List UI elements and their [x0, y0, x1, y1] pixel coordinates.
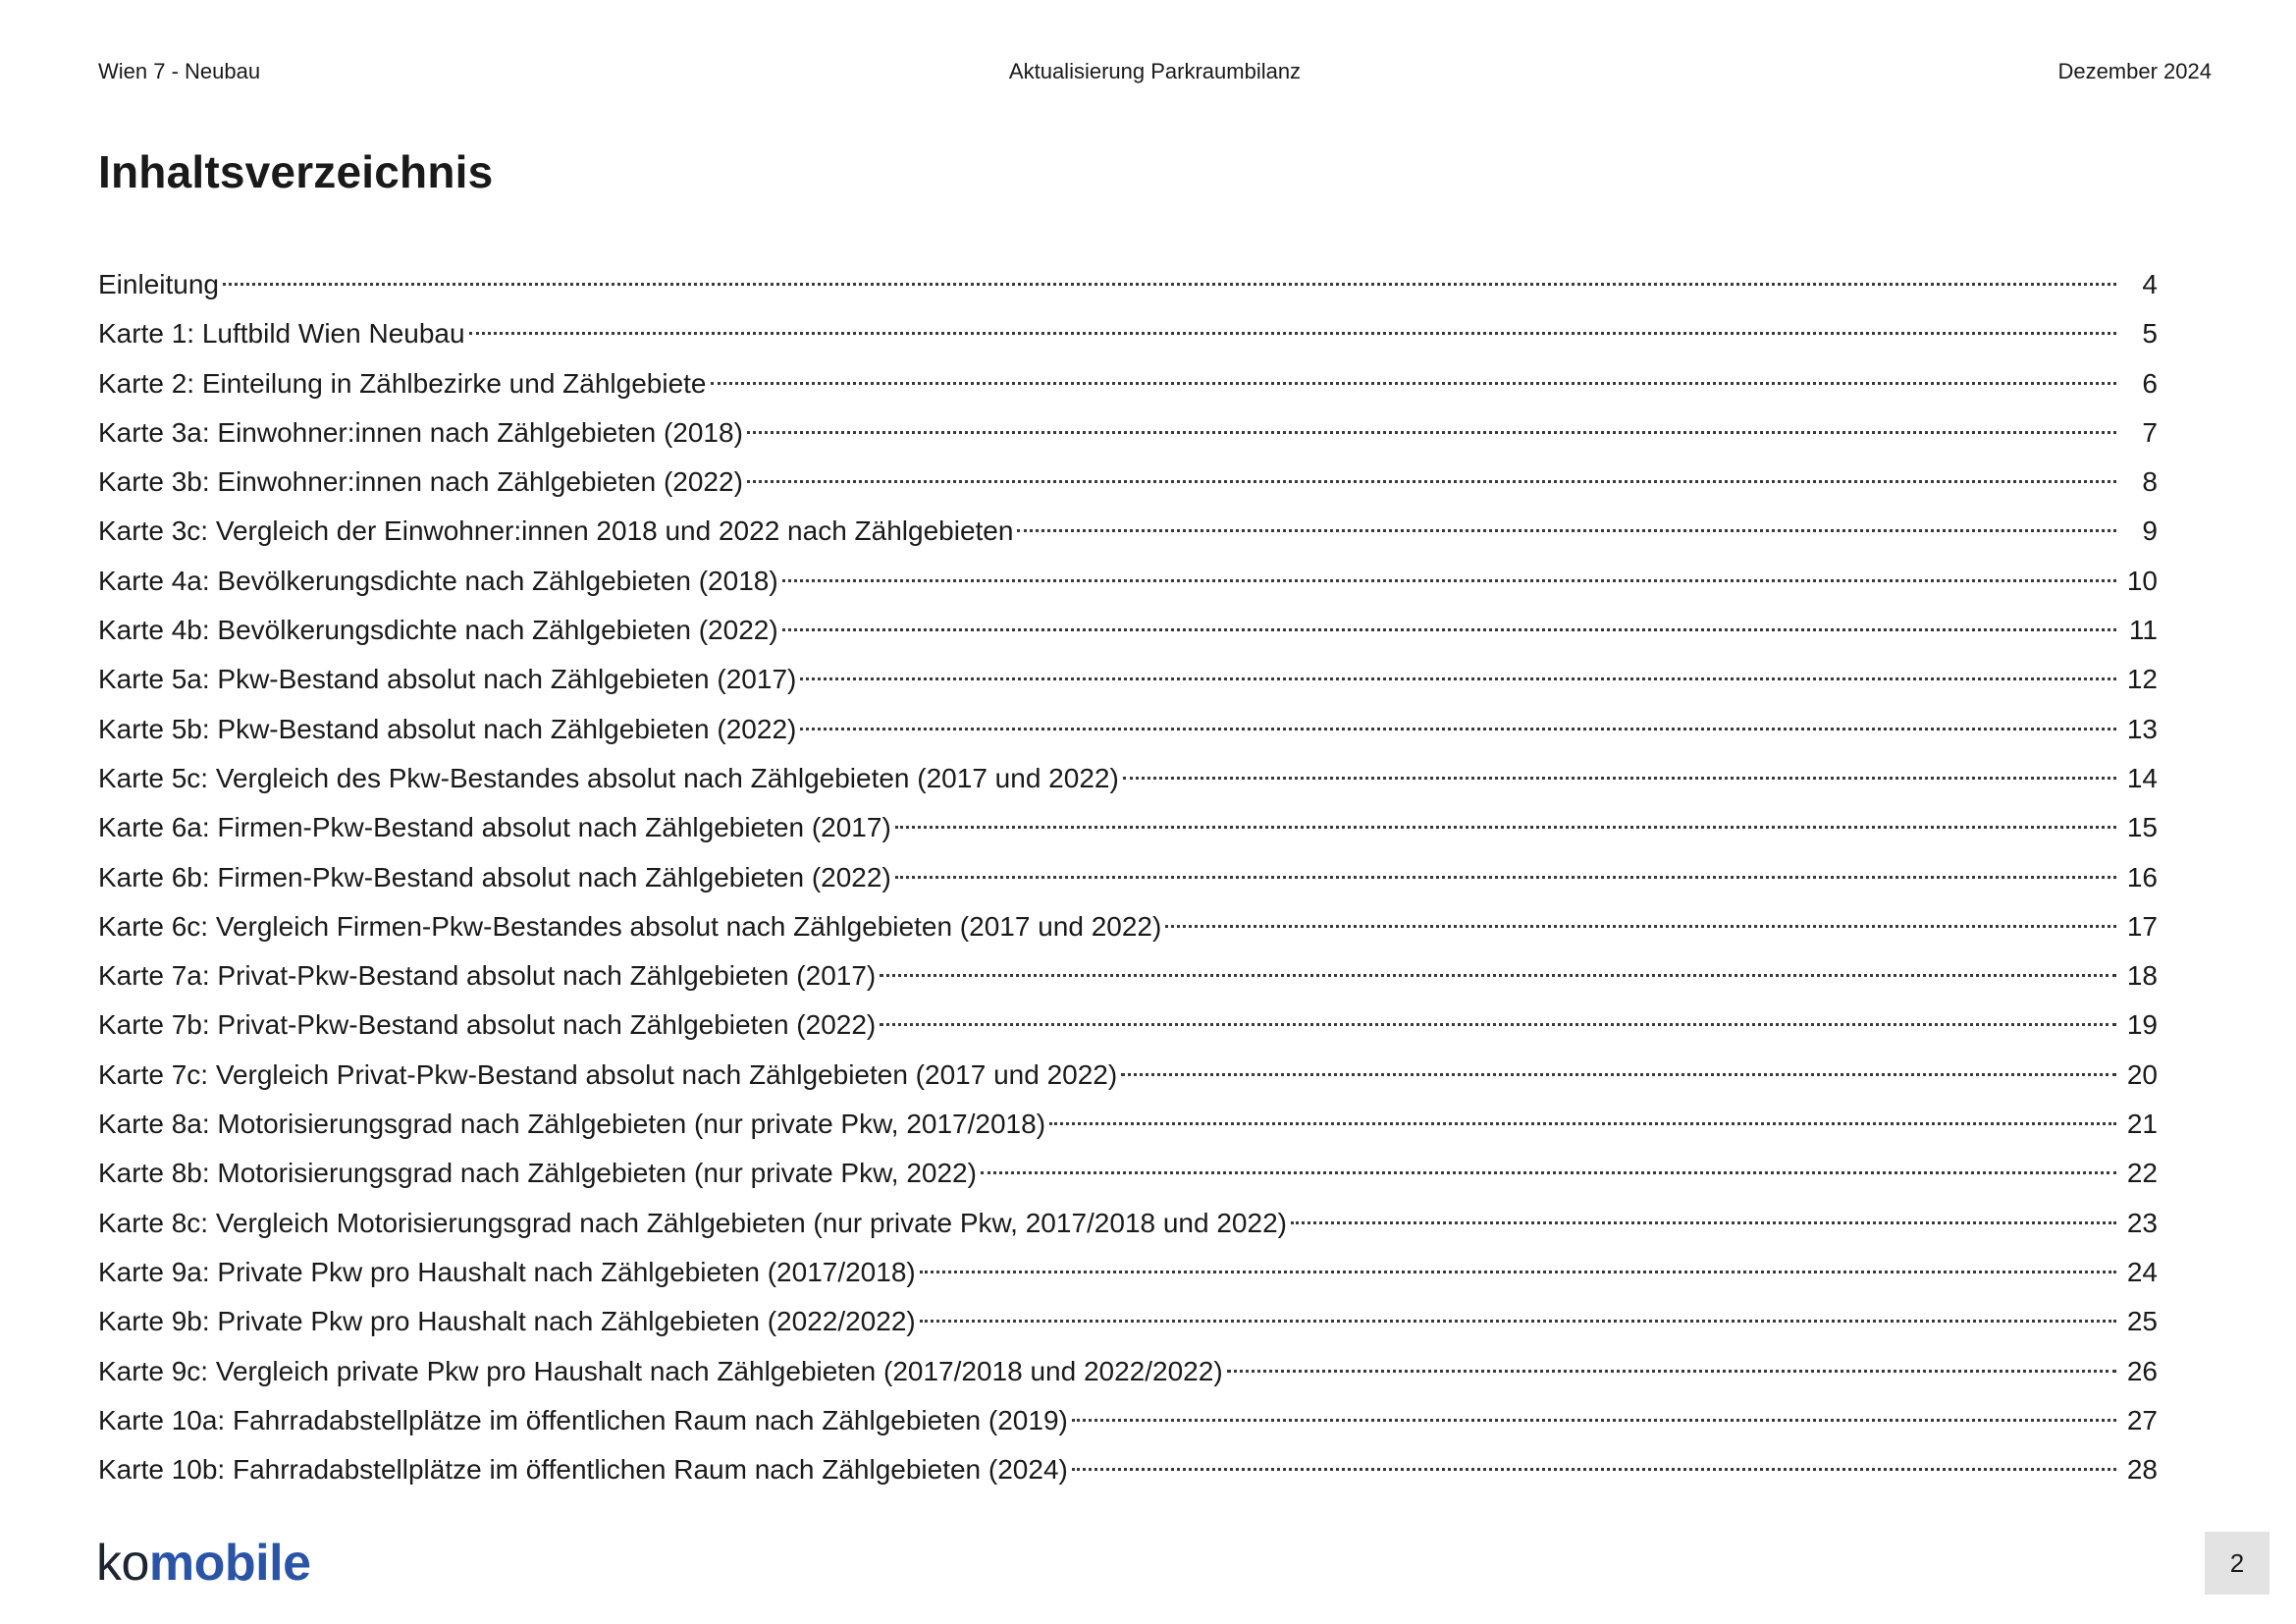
toc-entry[interactable]	[98, 658, 2158, 707]
header-report-title: Aktualisierung Parkraumbilanz	[1008, 59, 1302, 83]
komobile-logo	[96, 1534, 311, 1593]
toc-dot-leader	[1165, 925, 2116, 928]
toc-entry-page: 20	[2126, 1058, 2158, 1090]
toc-dot-leader	[1072, 1419, 2116, 1422]
page-header	[98, 59, 2212, 94]
toc-dot-leader	[1291, 1221, 2116, 1224]
page-number-badge	[2205, 1532, 2269, 1595]
toc-entry[interactable]	[98, 362, 2158, 411]
toc-dot-leader	[800, 677, 2116, 680]
toc-entry[interactable]	[98, 806, 2158, 855]
toc-entry-page: 27	[2126, 1404, 2158, 1435]
toc-entry[interactable]	[98, 856, 2158, 905]
toc-dot-leader	[895, 826, 2116, 829]
toc-entry-label: Karte 8a: Motorisierungsgrad nach Zählgebieten (nur private Pkw, 2017/2018)	[98, 1109, 1046, 1140]
toc-dot-leader	[711, 382, 2117, 385]
toc-dot-leader	[920, 1271, 2116, 1273]
toc-entry-page: 28	[2126, 1454, 2158, 1486]
page-title: Inhaltsverzeichnis	[98, 146, 494, 197]
toc-entry[interactable]	[98, 905, 2158, 954]
toc-dot-leader	[782, 579, 2116, 582]
toc-entry-label: Karte 2: Einteilung in Zählbezirke und Zählgebiete	[98, 367, 707, 399]
toc-entry[interactable]	[98, 411, 2158, 460]
toc-entry-page: 14	[2126, 762, 2158, 793]
toc-entry-page: 7	[2142, 416, 2158, 448]
toc-entry[interactable]	[98, 1300, 2158, 1349]
toc-entry[interactable]	[98, 1399, 2158, 1448]
toc-entry-page: 12	[2126, 664, 2158, 695]
toc-entry-page: 26	[2126, 1355, 2158, 1386]
toc-entry-label: Karte 9a: Private Pkw pro Haushalt nach Zählgebieten (2017/2018)	[98, 1256, 916, 1287]
toc-entry-page: 15	[2126, 812, 2158, 843]
toc-entry-label: Karte 3c: Vergleich der Einwohner:innen 2018 und 2022 nach Zählgebieten	[98, 515, 1014, 547]
toc-entry-label: Karte 3b: Einwohner:innen nach Zählgebieten (2022)	[98, 466, 743, 498]
toc-entry-label: Karte 7a: Privat-Pkw-Bestand absolut nach Zählgebieten (2017)	[98, 960, 877, 992]
toc-entry[interactable]	[98, 312, 2158, 361]
toc-entry[interactable]	[98, 263, 2158, 312]
toc-entry-page: 19	[2126, 1009, 2158, 1041]
toc-entry-page: 5	[2142, 318, 2158, 350]
toc-entry-label: Karte 5a: Pkw-Bestand absolut nach Zählgebieten (2017)	[98, 664, 797, 695]
toc-entry-label: Karte 10a: Fahrradabstellplätze im öffentlichen Raum nach Zählgebieten (2019)	[98, 1404, 1068, 1435]
toc-entry[interactable]	[98, 1152, 2158, 1201]
header-district: Wien 7 - Neubau	[98, 59, 261, 83]
toc-entry-page: 8	[2142, 466, 2158, 498]
toc-entry[interactable]	[98, 1251, 2158, 1300]
toc-entry[interactable]	[98, 510, 2158, 559]
toc-dot-leader	[1121, 1073, 2116, 1076]
toc-entry-page: 11	[2128, 615, 2158, 646]
toc-entry[interactable]	[98, 1448, 2158, 1497]
toc-entry-page: 4	[2142, 269, 2158, 299]
table-of-contents	[98, 263, 2158, 1497]
toc-entry-label: Karte 3a: Einwohner:innen nach Zählgebieten (2018)	[98, 416, 743, 448]
toc-dot-leader	[800, 728, 2116, 731]
toc-entry-label: Karte 7b: Privat-Pkw-Bestand absolut nach Zählgebieten (2022)	[98, 1009, 877, 1041]
toc-dot-leader	[469, 332, 2116, 335]
toc-entry-label: Karte 8b: Motorisierungsgrad nach Zählgebieten (nur private Pkw, 2022)	[98, 1158, 977, 1189]
toc-dot-leader	[920, 1320, 2116, 1323]
toc-entry[interactable]	[98, 1003, 2158, 1053]
toc-entry-label: Karte 4b: Bevölkerungsdichte nach Zählgebieten (2022)	[98, 615, 778, 646]
page-number: 2	[2229, 1547, 2245, 1578]
toc-entry-page: 22	[2126, 1158, 2158, 1189]
toc-dot-leader	[1072, 1468, 2116, 1471]
toc-entry-page: 13	[2126, 713, 2158, 744]
toc-dot-leader	[782, 628, 2116, 631]
logo-text-mobile: mobile	[148, 1535, 311, 1592]
toc-dot-leader	[981, 1171, 2116, 1174]
toc-entry-label: Karte 10b: Fahrradabstellplätze im öffentlichen Raum nach Zählgebieten (2024)	[98, 1454, 1068, 1486]
toc-entry[interactable]	[98, 609, 2158, 658]
toc-dot-leader	[1017, 529, 2116, 532]
toc-entry-label: Karte 5c: Vergleich des Pkw-Bestandes absolut nach Zählgebieten (2017 und 2022)	[98, 762, 1119, 793]
toc-entry-page: 16	[2126, 861, 2158, 893]
toc-entry[interactable]	[98, 1202, 2158, 1251]
toc-entry-page: 25	[2126, 1306, 2158, 1337]
toc-entry[interactable]	[98, 560, 2158, 609]
toc-entry[interactable]	[98, 1350, 2158, 1399]
toc-entry[interactable]	[98, 1103, 2158, 1152]
toc-entry[interactable]	[98, 757, 2158, 806]
toc-dot-leader	[747, 480, 2116, 483]
toc-entry-label: Karte 9b: Private Pkw pro Haushalt nach Zählgebieten (2022/2022)	[98, 1306, 916, 1337]
toc-dot-leader	[895, 876, 2116, 879]
toc-entry-page: 10	[2126, 565, 2158, 596]
toc-entry-label: Karte 1: Luftbild Wien Neubau	[98, 318, 465, 350]
toc-entry-label: Karte 6a: Firmen-Pkw-Bestand absolut nach Zählgebieten (2017)	[98, 812, 891, 843]
toc-entry-label: Karte 5b: Pkw-Bestand absolut nach Zählgebieten (2022)	[98, 713, 797, 744]
toc-entry-label: Karte 7c: Vergleich Privat-Pkw-Bestand absolut nach Zählgebieten (2017 und 2022)	[98, 1058, 1118, 1090]
toc-dot-leader	[880, 1023, 2116, 1026]
toc-entry[interactable]	[98, 1054, 2158, 1103]
toc-entry[interactable]	[98, 954, 2158, 1003]
toc-entry[interactable]	[98, 460, 2158, 510]
toc-dot-leader	[223, 283, 2116, 286]
toc-entry-page: 18	[2126, 960, 2158, 992]
toc-entry-label: Karte 6c: Vergleich Firmen-Pkw-Bestandes absolut nach Zählgebieten (2017 und 2022)	[98, 910, 1162, 942]
toc-dot-leader	[747, 431, 2116, 434]
toc-dot-leader	[1123, 777, 2116, 780]
toc-entry[interactable]	[98, 708, 2158, 757]
toc-entry-page: 17	[2126, 910, 2158, 942]
toc-entry-label: Karte 8c: Vergleich Motorisierungsgrad nach Zählgebieten (nur private Pkw, 2017/2018 und 2022)	[98, 1207, 1287, 1238]
toc-entry-page: 21	[2126, 1109, 2158, 1140]
toc-dot-leader	[1227, 1370, 2116, 1373]
toc-entry-page: 9	[2142, 515, 2158, 547]
toc-entry-label: Karte 4a: Bevölkerungsdichte nach Zählgebieten (2018)	[98, 565, 778, 596]
toc-entry-label: Karte 6b: Firmen-Pkw-Bestand absolut nach Zählgebieten (2022)	[98, 861, 891, 893]
toc-entry-label: Einleitung	[98, 269, 219, 299]
header-date: Dezember 2024	[2057, 59, 2212, 83]
toc-dot-leader	[1049, 1122, 2116, 1125]
toc-entry-label: Karte 9c: Vergleich private Pkw pro Haushalt nach Zählgebieten (2017/2018 und 2022/2022)	[98, 1355, 1223, 1386]
logo-text-ko: ko	[96, 1535, 149, 1592]
toc-entry-page: 6	[2142, 367, 2158, 399]
toc-entry-page: 24	[2126, 1256, 2158, 1287]
toc-dot-leader	[880, 974, 2116, 977]
toc-entry-page: 23	[2126, 1207, 2158, 1238]
